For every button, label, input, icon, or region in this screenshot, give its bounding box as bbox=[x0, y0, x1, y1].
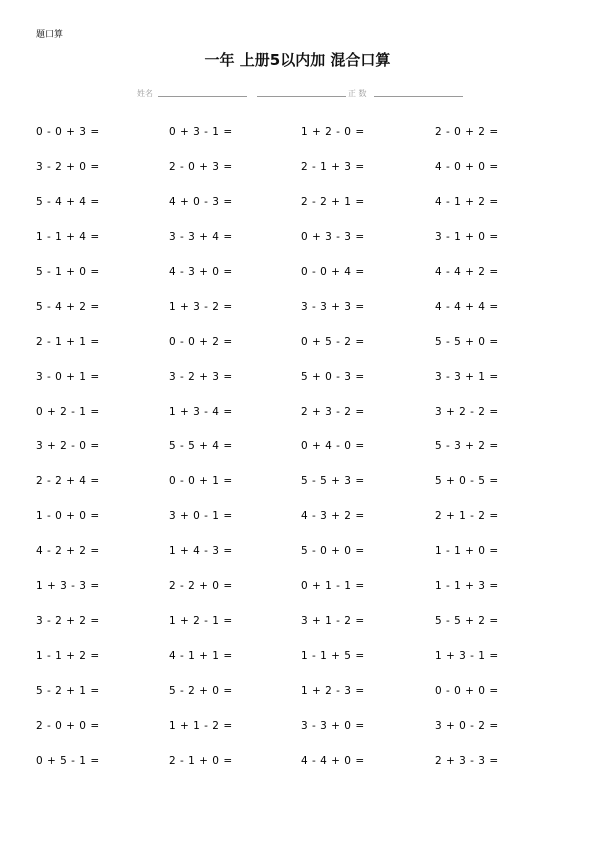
math-problem: 3 + 2 - 0 = bbox=[36, 440, 100, 453]
math-problem: 1 - 1 + 2 = bbox=[36, 650, 100, 663]
math-problem: 4 - 3 + 2 = bbox=[301, 510, 365, 523]
math-problem: 2 - 1 + 3 = bbox=[301, 160, 365, 173]
math-problem: 4 - 4 + 2 = bbox=[435, 265, 499, 278]
math-problem: 3 + 1 - 2 = bbox=[301, 615, 365, 628]
math-problem: 1 + 3 - 2 = bbox=[169, 300, 233, 313]
score-label: 正 数 bbox=[348, 89, 367, 98]
math-problem: 4 - 3 + 0 = bbox=[169, 265, 233, 278]
math-problem: 1 - 1 + 4 = bbox=[36, 230, 100, 243]
name-label: 姓名 bbox=[137, 89, 153, 98]
math-problem: 2 - 0 + 0 = bbox=[36, 719, 100, 732]
math-problem: 0 + 3 - 3 = bbox=[301, 230, 365, 243]
math-problem: 5 - 5 + 0 = bbox=[435, 335, 499, 348]
math-problem: 5 - 4 + 4 = bbox=[36, 195, 100, 208]
math-problem: 5 - 3 + 2 = bbox=[435, 440, 499, 453]
math-problem: 3 - 0 + 1 = bbox=[36, 370, 100, 383]
math-problem: 4 - 2 + 2 = bbox=[36, 545, 100, 558]
math-problem: 2 + 3 - 2 = bbox=[301, 405, 365, 418]
math-problem: 2 + 1 - 2 = bbox=[435, 510, 499, 523]
math-problem: 0 + 3 - 1 = bbox=[169, 126, 233, 138]
math-problem: 0 + 1 - 1 = bbox=[301, 580, 365, 593]
math-problem: 4 - 4 + 4 = bbox=[435, 300, 499, 313]
math-problem: 3 - 3 + 0 = bbox=[301, 719, 365, 732]
math-problem: 3 + 0 - 2 = bbox=[435, 719, 499, 732]
page-title: 一年 上册5以内加 混合口算 bbox=[204, 51, 391, 69]
math-problem: 0 + 5 - 2 = bbox=[301, 335, 365, 348]
math-problem: 2 - 1 + 0 = bbox=[169, 754, 233, 767]
math-problem: 0 + 4 - 0 = bbox=[301, 440, 365, 453]
math-problem: 5 - 2 + 0 = bbox=[169, 685, 233, 697]
math-problem: 5 - 5 + 4 = bbox=[169, 440, 233, 453]
math-problem: 2 - 2 + 4 = bbox=[36, 475, 100, 488]
math-problem: 4 - 0 + 0 = bbox=[435, 160, 499, 173]
math-problem: 1 + 1 - 2 = bbox=[169, 719, 233, 732]
problem-grid bbox=[36, 126, 556, 790]
math-problem: 1 + 2 - 1 = bbox=[169, 615, 233, 628]
math-problem: 3 - 3 + 1 = bbox=[435, 370, 499, 383]
math-problem: 4 - 1 + 1 = bbox=[169, 650, 233, 663]
math-problem: 4 + 0 - 3 = bbox=[169, 195, 233, 208]
math-problem: 3 - 1 + 0 = bbox=[435, 230, 499, 243]
math-problem: 5 - 5 + 2 = bbox=[435, 615, 499, 628]
math-problem: 0 + 2 - 1 = bbox=[36, 405, 100, 418]
name-field-line[interactable] bbox=[158, 96, 247, 97]
math-problem: 2 - 1 + 1 = bbox=[36, 335, 100, 348]
math-problem: 2 + 3 - 3 = bbox=[435, 754, 499, 767]
math-problem: 0 - 0 + 1 = bbox=[169, 475, 233, 488]
math-problem: 1 - 1 + 3 = bbox=[435, 580, 499, 593]
math-problem: 0 - 0 + 0 = bbox=[435, 685, 499, 697]
math-problem: 5 - 5 + 3 = bbox=[301, 475, 365, 488]
math-problem: 0 - 0 + 3 = bbox=[36, 126, 100, 138]
math-problem: 1 + 4 - 3 = bbox=[169, 545, 233, 558]
math-problem: 1 + 3 - 1 = bbox=[435, 650, 499, 663]
math-problem: 4 - 1 + 2 = bbox=[435, 195, 499, 208]
info-row bbox=[0, 88, 595, 100]
math-problem: 1 - 1 + 0 = bbox=[435, 545, 499, 558]
math-problem: 3 - 2 + 0 = bbox=[36, 160, 100, 173]
math-problem: 1 + 2 - 0 = bbox=[301, 126, 365, 138]
math-problem: 1 + 3 - 4 = bbox=[169, 405, 233, 418]
math-problem: 2 - 2 + 0 = bbox=[169, 580, 233, 593]
blank-field-line[interactable] bbox=[257, 96, 346, 97]
math-problem: 5 - 2 + 1 = bbox=[36, 685, 100, 697]
math-problem: 3 - 2 + 3 = bbox=[169, 370, 233, 383]
math-problem: 5 + 0 - 5 = bbox=[435, 475, 499, 488]
math-problem: 0 - 0 + 4 = bbox=[301, 265, 365, 278]
math-problem: 0 - 0 + 2 = bbox=[169, 335, 233, 348]
math-problem: 0 + 5 - 1 = bbox=[36, 754, 100, 767]
math-problem: 5 - 0 + 0 = bbox=[301, 545, 365, 558]
math-problem: 1 + 3 - 3 = bbox=[36, 580, 100, 593]
math-problem: 3 + 2 - 2 = bbox=[435, 405, 499, 418]
math-problem: 5 + 0 - 3 = bbox=[301, 370, 365, 383]
math-problem: 1 - 0 + 0 = bbox=[36, 510, 100, 523]
math-problem: 1 + 2 - 3 = bbox=[301, 685, 365, 697]
math-problem: 3 - 2 + 2 = bbox=[36, 615, 100, 628]
corner-label: 題口算 bbox=[36, 30, 64, 40]
math-problem: 4 - 4 + 0 = bbox=[301, 754, 365, 767]
score-field-line[interactable] bbox=[374, 96, 463, 97]
math-problem: 3 - 3 + 4 = bbox=[169, 230, 233, 243]
math-problem: 2 - 0 + 2 = bbox=[435, 126, 499, 138]
math-problem: 5 - 1 + 0 = bbox=[36, 265, 100, 278]
math-problem: 2 - 0 + 3 = bbox=[169, 160, 233, 173]
math-problem: 1 - 1 + 5 = bbox=[301, 650, 365, 663]
math-problem: 3 + 0 - 1 = bbox=[169, 510, 233, 523]
math-problem: 2 - 2 + 1 = bbox=[301, 195, 365, 208]
math-problem: 5 - 4 + 2 = bbox=[36, 300, 100, 313]
math-problem: 3 - 3 + 3 = bbox=[301, 300, 365, 313]
